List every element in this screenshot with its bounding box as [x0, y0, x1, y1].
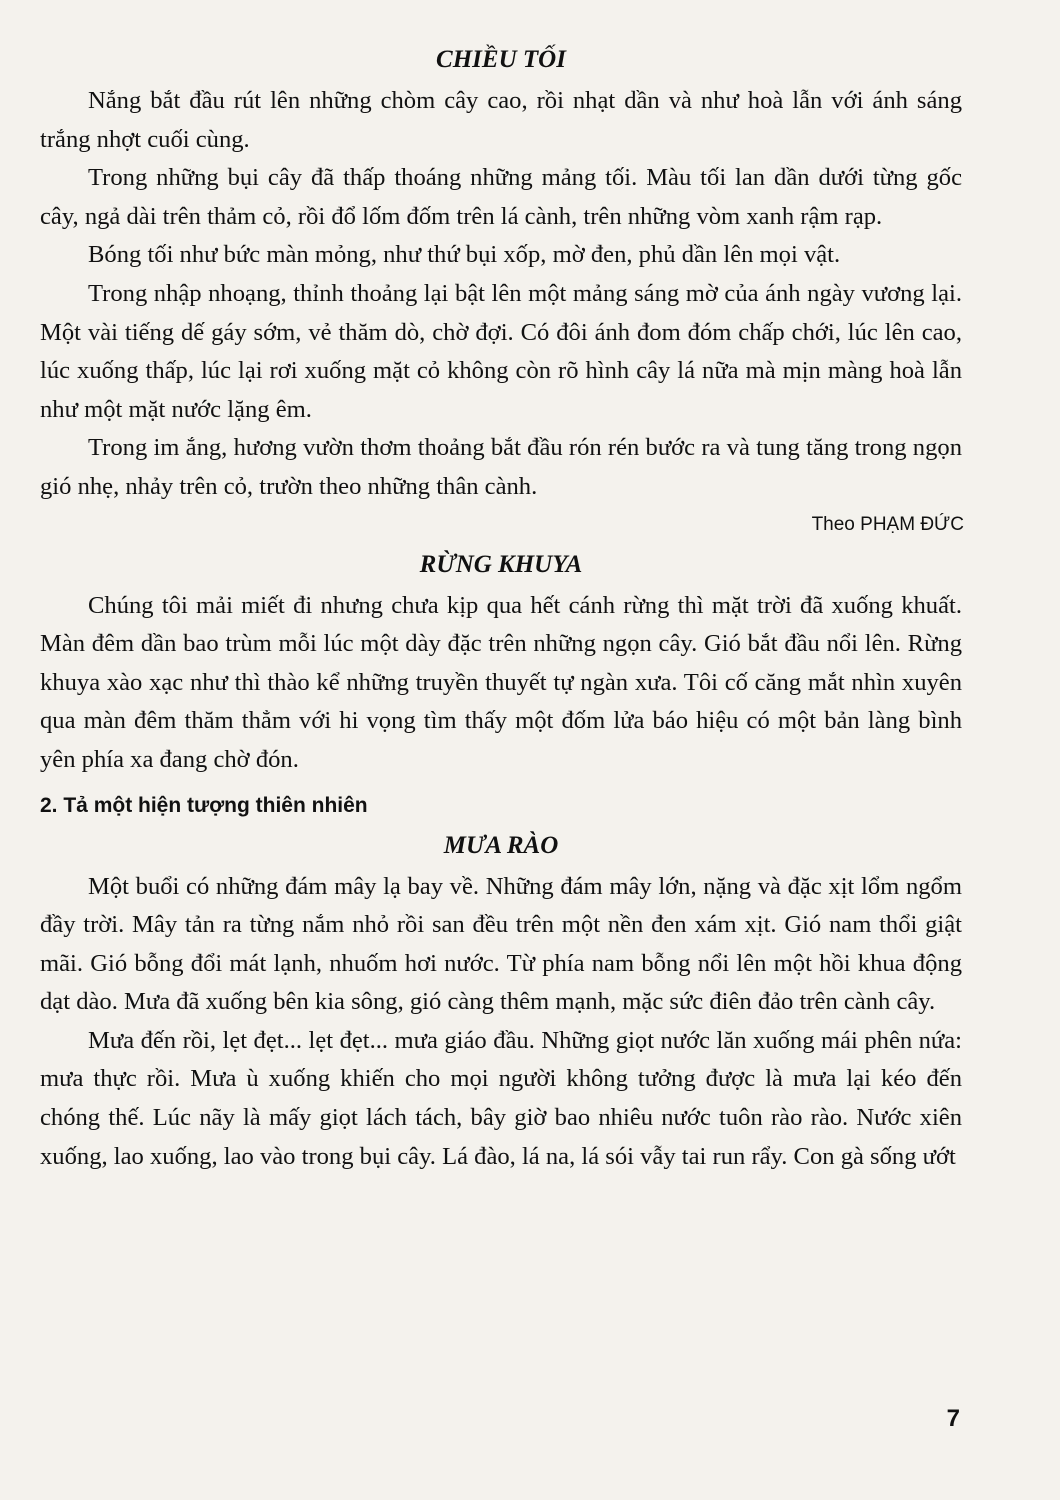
section-title: RỪNG KHUYA [419, 550, 583, 578]
section-title: CHIỀU TỐI [436, 46, 566, 73]
section-heading: 2. Tả một hiện tượng thiên nhiên [40, 793, 368, 817]
section-title: MƯA RÀO [443, 831, 559, 859]
section-chieu-toi [40, 38, 962, 543]
paragraph: Một buổi có những đám mây lạ bay về. Những đám mây lớn, nặng và đặc xịt lổm ngổm đầy trời. Mây tản ra từng nắm nhỏ rồi san đều trên một nền đen xám xịt. Gió nam thổi giật mãi. Gió bỗng đổi mát lạnh, nhuốm hơi nước. Từ phía nam bỗng nổi lên một hồi khua động dạt dào. Mưa đã xuống bên kia sông, gió càng thêm mạnh, mặc sức điên đảo trên cành cây. [40, 872, 962, 1016]
page-content [40, 38, 962, 1176]
paragraph: Trong im ắng, hương vườn thơm thoảng bắt đầu rón rén bước ra và tung tăng trong ngọn gió nhẹ, nhảy trên cỏ, trườn theo những thân cành. [40, 434, 962, 500]
paragraph: Bóng tối như bức màn mỏng, như thứ bụi xốp, mờ đen, phủ dần lên mọi vật. [88, 241, 841, 269]
section-mua-rao [40, 788, 962, 1177]
paragraph: Nắng bắt đầu rút lên những chòm cây cao, rồi nhạt dần và như hoà lẫn với ánh sáng trắng nhợt cuối cùng. [40, 87, 962, 153]
section-rung-khuya [40, 543, 962, 780]
paragraph: Mưa đến rồi, lẹt đẹt... lẹt đẹt... mưa giáo đầu. Những giọt nước lăn xuống mái phên nứa: mưa thực rồi. Mưa ù xuống khiến cho mọi người không tưởng được là mưa lại kéo đến chóng thế. Lúc nãy là mấy giọt lách tách, bây giờ bao nhiêu nước tuôn rào rào. Nước xiên xuống, lao xuống, lao vào trong bụi cây. Lá đào, lá na, lá sói vẫy tai run rẩy. Con gà sống ướt [40, 1026, 962, 1170]
paragraph: Trong nhập nhoạng, thỉnh thoảng lại bật lên một mảng sáng mờ của ánh ngày vương lại. Một vài tiếng dế gáy sớm, vẻ thăm dò, chờ đợi. Có đôi ánh đom đóm chấp chới, lúc lên cao, lúc xuống thấp, lúc lại rơi xuống mặt cỏ không còn rõ hình cây lá nữa mà mịn màng hoà lẫn như một mặt nước lặng êm. [40, 279, 962, 423]
paragraph: Trong những bụi cây đã thấp thoáng những mảng tối. Màu tối lan dần dưới từng gốc cây, ngả dài trên thảm cỏ, rồi đổ lốm đốm trên lá cành, trên những vòm xanh rậm rạp. [40, 164, 962, 230]
author-attribution: Theo PHẠM ĐỨC [811, 513, 964, 535]
paragraph: Chúng tôi mải miết đi nhưng chưa kịp qua hết cánh rừng thì mặt trời đã xuống khuất. Màn đêm dần bao trùm mỗi lúc một dày đặc trên những ngọn cây. Gió bắt đầu nổi lên. Rừng khuya xào xạc như thì thào kể những truyền thuyết tự ngàn xưa. Tôi cố căng mắt nhìn xuyên qua màn đêm thăm thẳm với hi vọng tìm thấy một đốm lửa báo hiệu có một bản làng bình yên phía xa đang chờ đón. [40, 591, 962, 773]
page-number: 7 [946, 1405, 960, 1432]
